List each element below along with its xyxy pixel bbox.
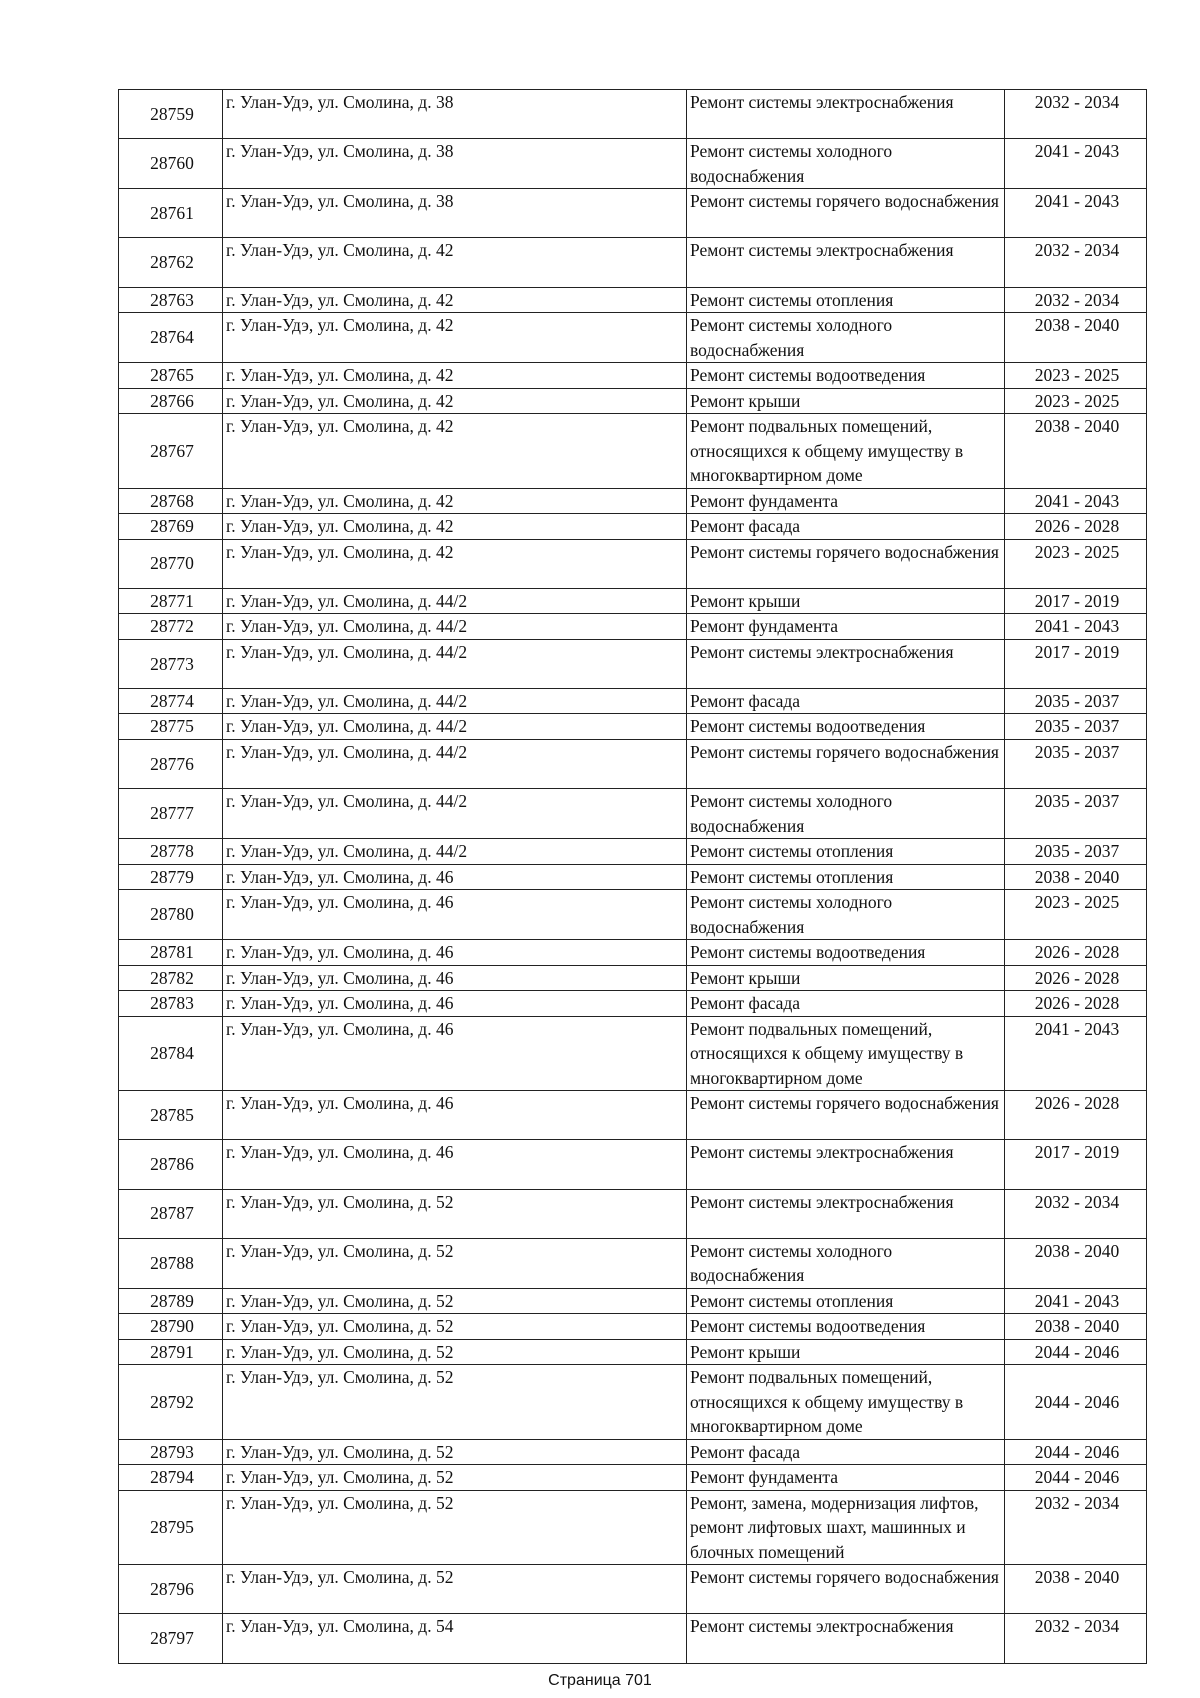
table-row [119,139,1147,189]
work-type-cell: Ремонт крыши [687,588,1005,614]
work-type-cell: Ремонт системы горячего водоснабжения [687,739,1005,788]
row-number: 28787 [119,1189,223,1238]
table-row [119,965,1147,991]
row-number: 28772 [119,614,223,640]
table-row [119,839,1147,865]
period-cell: 2017 - 2019 [1005,588,1147,614]
row-number: 28771 [119,588,223,614]
row-number: 28773 [119,639,223,688]
period-cell: 2017 - 2019 [1005,1140,1147,1189]
work-type-cell: Ремонт подвальных помещений, относящихся к общему имуществу в многоквартирном доме [687,1365,1005,1440]
work-type-cell: Ремонт системы холодного водоснабжения [687,313,1005,363]
table-row [119,688,1147,714]
work-type-cell: Ремонт крыши [687,388,1005,414]
table-row [119,1339,1147,1365]
row-number: 28760 [119,139,223,189]
row-number: 28779 [119,864,223,890]
row-number: 28794 [119,1465,223,1491]
row-number: 28784 [119,1016,223,1091]
row-number: 28768 [119,488,223,514]
row-number: 28763 [119,287,223,313]
row-number: 28795 [119,1490,223,1565]
period-cell: 2038 - 2040 [1005,1238,1147,1288]
table-row [119,1565,1147,1614]
row-number: 28761 [119,189,223,238]
row-number: 28767 [119,414,223,489]
address-cell: г. Улан-Удэ, ул. Смолина, д. 52 [223,1288,687,1314]
address-cell: г. Улан-Удэ, ул. Смолина, д. 44/2 [223,839,687,865]
address-cell: г. Улан-Удэ, ул. Смолина, д. 52 [223,1339,687,1365]
work-type-cell: Ремонт фундамента [687,488,1005,514]
row-number: 28785 [119,1091,223,1140]
row-number: 28786 [119,1140,223,1189]
work-type-cell: Ремонт системы холодного водоснабжения [687,890,1005,940]
work-type-cell: Ремонт системы водоотведения [687,363,1005,389]
period-cell: 2038 - 2040 [1005,1565,1147,1614]
address-cell: г. Улан-Удэ, ул. Смолина, д. 46 [223,890,687,940]
address-cell: г. Улан-Удэ, ул. Смолина, д. 46 [223,965,687,991]
row-number: 28777 [119,789,223,839]
address-cell: г. Улан-Удэ, ул. Смолина, д. 46 [223,1091,687,1140]
address-cell: г. Улан-Удэ, ул. Смолина, д. 46 [223,1140,687,1189]
table-row [119,1140,1147,1189]
work-type-cell: Ремонт фасада [687,1439,1005,1465]
address-cell: г. Улан-Удэ, ул. Смолина, д. 38 [223,139,687,189]
row-number: 28778 [119,839,223,865]
row-number: 28783 [119,991,223,1017]
row-number: 28766 [119,388,223,414]
table-row [119,1189,1147,1238]
work-type-cell: Ремонт системы водоотведения [687,1314,1005,1340]
address-cell: г. Улан-Удэ, ул. Смолина, д. 42 [223,388,687,414]
period-cell: 2026 - 2028 [1005,991,1147,1017]
row-number: 28782 [119,965,223,991]
period-cell: 2038 - 2040 [1005,414,1147,489]
address-cell: г. Улан-Удэ, ул. Смолина, д. 44/2 [223,789,687,839]
address-cell: г. Улан-Удэ, ул. Смолина, д. 42 [223,313,687,363]
work-type-cell: Ремонт фасада [687,514,1005,540]
period-cell: 2044 - 2046 [1005,1439,1147,1465]
period-cell: 2023 - 2025 [1005,890,1147,940]
table-row [119,1016,1147,1091]
work-type-cell: Ремонт системы электроснабжения [687,1140,1005,1189]
work-type-cell: Ремонт системы отопления [687,1288,1005,1314]
row-number: 28774 [119,688,223,714]
address-cell: г. Улан-Удэ, ул. Смолина, д. 42 [223,238,687,287]
period-cell: 2026 - 2028 [1005,965,1147,991]
period-cell: 2026 - 2028 [1005,514,1147,540]
page-number: Страница 701 [548,1672,652,1689]
address-cell: г. Улан-Удэ, ул. Смолина, д. 52 [223,1565,687,1614]
table-row [119,287,1147,313]
table-row [119,1091,1147,1140]
period-cell: 2032 - 2034 [1005,1189,1147,1238]
period-cell: 2026 - 2028 [1005,1091,1147,1140]
period-cell: 2026 - 2028 [1005,940,1147,966]
table-row [119,789,1147,839]
table-row [119,1365,1147,1440]
work-type-cell: Ремонт фасада [687,688,1005,714]
work-type-cell: Ремонт системы горячего водоснабжения [687,189,1005,238]
address-cell: г. Улан-Удэ, ул. Смолина, д. 46 [223,940,687,966]
work-type-cell: Ремонт системы электроснабжения [687,238,1005,287]
table-row [119,539,1147,588]
table-body [119,90,1147,1664]
period-cell: 2038 - 2040 [1005,1314,1147,1340]
period-cell: 2041 - 2043 [1005,1016,1147,1091]
table-row [119,1490,1147,1565]
address-cell: г. Улан-Удэ, ул. Смолина, д. 44/2 [223,714,687,740]
row-number: 28788 [119,1238,223,1288]
period-cell: 2041 - 2043 [1005,189,1147,238]
period-cell: 2041 - 2043 [1005,488,1147,514]
table-row [119,614,1147,640]
row-number: 28797 [119,1614,223,1663]
address-cell: г. Улан-Удэ, ул. Смолина, д. 46 [223,864,687,890]
row-number: 28769 [119,514,223,540]
table-row [119,1288,1147,1314]
table-row [119,639,1147,688]
address-cell: г. Улан-Удэ, ул. Смолина, д. 42 [223,539,687,588]
address-cell: г. Улан-Удэ, ул. Смолина, д. 42 [223,414,687,489]
work-type-cell: Ремонт системы горячего водоснабжения [687,1565,1005,1614]
address-cell: г. Улан-Удэ, ул. Смолина, д. 52 [223,1365,687,1440]
work-type-cell: Ремонт системы холодного водоснабжения [687,139,1005,189]
work-type-cell: Ремонт системы горячего водоснабжения [687,539,1005,588]
period-cell: 2038 - 2040 [1005,864,1147,890]
period-cell: 2041 - 2043 [1005,1288,1147,1314]
period-cell: 2023 - 2025 [1005,539,1147,588]
table-row [119,189,1147,238]
row-number: 28789 [119,1288,223,1314]
period-cell: 2035 - 2037 [1005,688,1147,714]
table-row [119,1465,1147,1491]
row-number: 28781 [119,940,223,966]
table-row [119,739,1147,788]
table-row [119,864,1147,890]
work-type-cell: Ремонт системы горячего водоснабжения [687,1091,1005,1140]
work-type-cell: Ремонт подвальных помещений, относящихся к общему имуществу в многоквартирном доме [687,414,1005,489]
work-type-cell: Ремонт системы электроснабжения [687,1614,1005,1663]
repair-schedule-table [118,89,1147,1664]
period-cell: 2038 - 2040 [1005,313,1147,363]
period-cell: 2032 - 2034 [1005,1490,1147,1565]
row-number: 28770 [119,539,223,588]
address-cell: г. Улан-Удэ, ул. Смолина, д. 54 [223,1614,687,1663]
work-type-cell: Ремонт крыши [687,965,1005,991]
row-number: 28776 [119,739,223,788]
period-cell: 2032 - 2034 [1005,1614,1147,1663]
period-cell: 2032 - 2034 [1005,287,1147,313]
address-cell: г. Улан-Удэ, ул. Смолина, д. 44/2 [223,739,687,788]
period-cell: 2044 - 2046 [1005,1465,1147,1491]
address-cell: г. Улан-Удэ, ул. Смолина, д. 38 [223,90,687,139]
address-cell: г. Улан-Удэ, ул. Смолина, д. 42 [223,514,687,540]
address-cell: г. Улан-Удэ, ул. Смолина, д. 44/2 [223,639,687,688]
work-type-cell: Ремонт крыши [687,1339,1005,1365]
table-row [119,313,1147,363]
work-type-cell: Ремонт фасада [687,991,1005,1017]
address-cell: г. Улан-Удэ, ул. Смолина, д. 42 [223,363,687,389]
address-cell: г. Улан-Удэ, ул. Смолина, д. 52 [223,1189,687,1238]
work-type-cell: Ремонт системы холодного водоснабжения [687,789,1005,839]
row-number: 28791 [119,1339,223,1365]
address-cell: г. Улан-Удэ, ул. Смолина, д. 38 [223,189,687,238]
period-cell: 2035 - 2037 [1005,789,1147,839]
period-cell: 2023 - 2025 [1005,388,1147,414]
period-cell: 2035 - 2037 [1005,714,1147,740]
table-row [119,890,1147,940]
work-type-cell: Ремонт системы водоотведения [687,940,1005,966]
table-row [119,238,1147,287]
table-row [119,488,1147,514]
work-type-cell: Ремонт системы водоотведения [687,714,1005,740]
table-row [119,1314,1147,1340]
work-type-cell: Ремонт подвальных помещений, относящихся к общему имуществу в многоквартирном доме [687,1016,1005,1091]
row-number: 28759 [119,90,223,139]
row-number: 28764 [119,313,223,363]
work-type-cell: Ремонт фундамента [687,614,1005,640]
row-number: 28790 [119,1314,223,1340]
address-cell: г. Улан-Удэ, ул. Смолина, д. 44/2 [223,614,687,640]
address-cell: г. Улан-Удэ, ул. Смолина, д. 52 [223,1490,687,1565]
work-type-cell: Ремонт системы отопления [687,864,1005,890]
work-type-cell: Ремонт системы отопления [687,287,1005,313]
table-row [119,514,1147,540]
period-cell: 2041 - 2043 [1005,139,1147,189]
work-type-cell: Ремонт системы электроснабжения [687,1189,1005,1238]
row-number: 28793 [119,1439,223,1465]
period-cell: 2041 - 2043 [1005,614,1147,640]
period-cell: 2044 - 2046 [1005,1339,1147,1365]
table-row [119,588,1147,614]
table-row [119,1439,1147,1465]
address-cell: г. Улан-Удэ, ул. Смолина, д. 46 [223,991,687,1017]
row-number: 28775 [119,714,223,740]
address-cell: г. Улан-Удэ, ул. Смолина, д. 52 [223,1314,687,1340]
work-type-cell: Ремонт системы электроснабжения [687,90,1005,139]
work-type-cell: Ремонт системы отопления [687,839,1005,865]
period-cell: 2035 - 2037 [1005,739,1147,788]
address-cell: г. Улан-Удэ, ул. Смолина, д. 42 [223,287,687,313]
address-cell: г. Улан-Удэ, ул. Смолина, д. 46 [223,1016,687,1091]
period-cell: 2017 - 2019 [1005,639,1147,688]
row-number: 28792 [119,1365,223,1440]
address-cell: г. Улан-Удэ, ул. Смолина, д. 52 [223,1439,687,1465]
period-cell: 2032 - 2034 [1005,90,1147,139]
period-cell: 2044 - 2046 [1005,1365,1147,1440]
period-cell: 2032 - 2034 [1005,238,1147,287]
period-cell: 2023 - 2025 [1005,363,1147,389]
address-cell: г. Улан-Удэ, ул. Смолина, д. 52 [223,1465,687,1491]
address-cell: г. Улан-Удэ, ул. Смолина, д. 52 [223,1238,687,1288]
work-type-cell: Ремонт фундамента [687,1465,1005,1491]
work-type-cell: Ремонт, замена, модернизация лифтов, ремонт лифтовых шахт, машинных и блочных помещений [687,1490,1005,1565]
table-row [119,388,1147,414]
table-row [119,90,1147,139]
row-number: 28796 [119,1565,223,1614]
table-row [119,363,1147,389]
address-cell: г. Улан-Удэ, ул. Смолина, д. 42 [223,488,687,514]
row-number: 28765 [119,363,223,389]
table-row [119,1238,1147,1288]
table-row [119,991,1147,1017]
table-row [119,414,1147,489]
work-type-cell: Ремонт системы холодного водоснабжения [687,1238,1005,1288]
row-number: 28780 [119,890,223,940]
period-cell: 2035 - 2037 [1005,839,1147,865]
table-row [119,1614,1147,1663]
address-cell: г. Улан-Удэ, ул. Смолина, д. 44/2 [223,688,687,714]
table-row [119,940,1147,966]
table-row [119,714,1147,740]
work-type-cell: Ремонт системы электроснабжения [687,639,1005,688]
row-number: 28762 [119,238,223,287]
address-cell: г. Улан-Удэ, ул. Смолина, д. 44/2 [223,588,687,614]
